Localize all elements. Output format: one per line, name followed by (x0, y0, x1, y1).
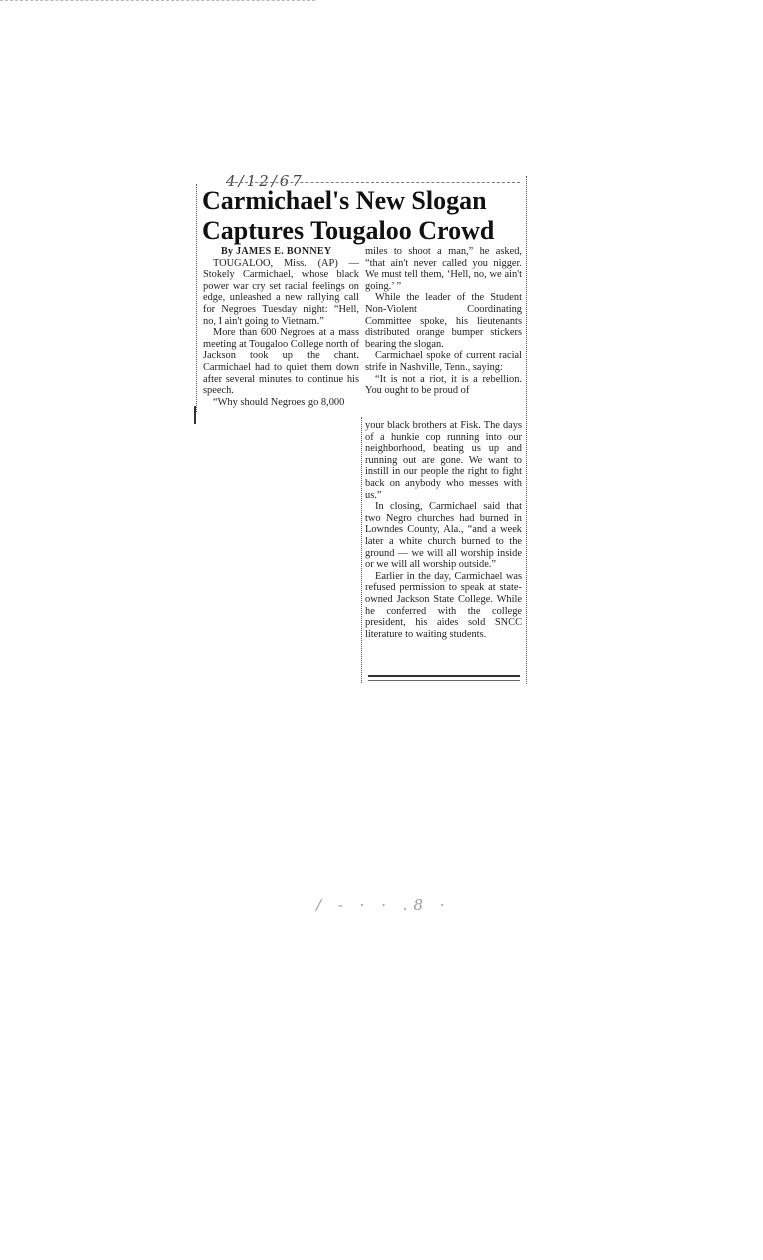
clipping-left-edge (196, 184, 197, 412)
paragraph: TOUGALOO, Miss. (AP) — Stokely Carmichael, whose black power war cry set racial feelings on edge, unleashed a new rallying call for Negroes Tuesday night: “Hell, no, I ain't going to Vietnam.” (203, 257, 359, 327)
article-column-1 (203, 246, 359, 408)
end-rule (368, 675, 520, 677)
paragraph: Carmichael spoke of current racial strife in Nashville, Tenn., saying: (365, 350, 522, 373)
article-column-2 (365, 246, 522, 397)
headline-line-1: Carmichael's New Slogan (202, 186, 487, 215)
paragraph: your black brothers at Fisk. The days of a hunkie cop running into our neighborhood, beating us up and running out are gone. We want to instill in our people the right to fight back on anybody who messes with us.” (365, 420, 522, 501)
scan-edge-dashes (0, 0, 315, 3)
handwritten-note: / - · · .8 · (316, 896, 451, 914)
newspaper-clipping (196, 172, 528, 690)
paragraph: miles to shoot a man,” he asked, “that ain't never called you nigger. We must tell them, ‘Hell, no, we ain't going.’ ” (365, 246, 522, 292)
paragraph: “It is not a riot, it is a rebellion. You ought to be proud of (365, 373, 522, 397)
paragraph: In closing, Carmichael said that two Negro churches had burned in Lowndes County, Ala., “and a week later a white church burned to the ground — we will all worship inside or we will all worship outside.” (365, 501, 522, 571)
clipping-right-edge (526, 176, 527, 684)
article-column-3 (365, 420, 522, 640)
byline: By JAMES E. BONNEY (221, 246, 332, 257)
paragraph: More than 600 Negroes at a mass meeting at Tougaloo College north of Jackson took up the chant. Carmichael had to quiet them down after several minutes to continue his speech. (203, 327, 359, 397)
cut-mark (194, 406, 196, 424)
end-rule-thin (368, 680, 520, 681)
clipping-inner-edge (361, 417, 362, 683)
handwritten-date: 4/12/67 (226, 172, 305, 190)
headline-line-2: Captures Tougaloo Crowd (202, 216, 495, 245)
clipping-top-edge (230, 182, 520, 183)
paragraph: Earlier in the day, Carmichael was refused permission to speak at state-owned Jackson State College. While he conferred with the college president, his aides sold SNCC literature to waiting students. (365, 570, 522, 640)
paragraph: “Why should Negroes go 8,000 (213, 396, 345, 408)
headline (202, 186, 522, 246)
paragraph: While the leader of the Student Non-Violent Coordinating Committee spoke, his lieutenants distributed orange bumper stickers bearing the slogan. (365, 292, 522, 350)
